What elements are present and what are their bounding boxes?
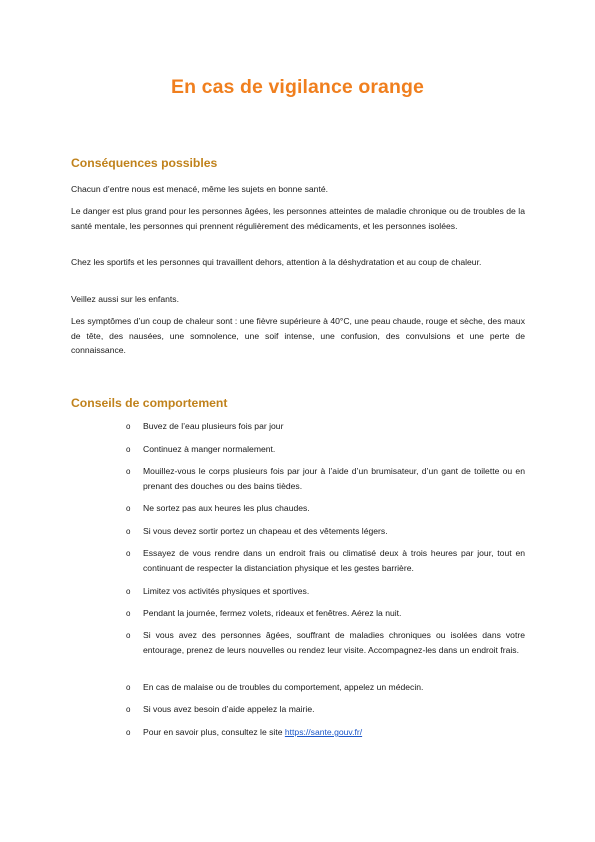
- bullet-icon: o: [126, 705, 131, 714]
- bullet-icon: o: [126, 631, 131, 640]
- list-item: [126, 725, 525, 740]
- bullet-icon: o: [126, 728, 131, 737]
- paragraph: Chacun d’entre nous est menacé, même les sujets en bonne santé.: [71, 184, 329, 194]
- bullet-icon: o: [126, 445, 131, 454]
- sante-gouv-link[interactable]: https://sante.gouv.fr/: [284, 727, 363, 737]
- list-item-text: Pendant la journée, fermez volets, rideaux et fenêtres. Aérez la nuit.: [143, 608, 402, 618]
- list-item-text: Ne sortez pas aux heures les plus chaudes.: [143, 503, 310, 513]
- list-item-text: Limitez vos activités physiques et sportives.: [143, 586, 310, 596]
- list-item-text: Si vous devez sortir portez un chapeau et des vêtements légers.: [143, 526, 388, 536]
- paragraph: Veillez aussi sur les enfants.: [71, 294, 179, 304]
- bullet-icon: o: [126, 683, 131, 692]
- list-item: [126, 501, 525, 516]
- bullet-icon: o: [126, 467, 131, 476]
- bullet-icon: o: [126, 504, 131, 513]
- section-heading-conseils: Conseils de comportement: [71, 396, 228, 410]
- list-item-label: Pour en savoir plus, consultez le site: [143, 727, 285, 737]
- list-item-text: Si vous avez besoin d’aide appelez la mairie.: [143, 704, 315, 714]
- list-item-text: Essayez de vous rendre dans un endroit frais ou climatisé deux à trois heures par jour, tout en continuant de respecter la distanciation physique et les gestes barrière.: [143, 548, 525, 574]
- bullet-icon: o: [126, 587, 131, 596]
- bullet-icon: o: [126, 609, 131, 618]
- list-item-text: [143, 725, 525, 740]
- list-item: [126, 419, 525, 434]
- list-item-text: Continuez à manger normalement.: [143, 444, 276, 454]
- paragraph: Chez les sportifs et les personnes qui travaillent dehors, attention à la déshydratation et au coup de chaleur.: [71, 257, 482, 267]
- paragraph: Les symptômes d’un coup de chaleur sont : une fièvre supérieure à 40°C, une peau chaude, rouge et sèche, des maux de tête, des nausées, une somnolence, une soif intense, une confusion, des convulsions et une perte de connaissance.: [71, 316, 525, 356]
- list-item: [126, 606, 525, 621]
- bullet-icon: o: [126, 422, 131, 431]
- list-item: [126, 524, 525, 539]
- list-item: [126, 464, 525, 495]
- page-title: En cas de vigilance orange: [171, 76, 424, 98]
- section-heading-consequences: Conséquences possibles: [71, 156, 218, 170]
- list-item-text: Buvez de l’eau plusieurs fois par jour: [143, 421, 284, 431]
- list-item: [126, 584, 525, 599]
- list-item-text: Mouillez-vous le corps plusieurs fois par jour à l’aide d’un brumisateur, d’un gant de toilette ou en prenant des douches ou des bains tièdes.: [143, 466, 525, 492]
- list-item: [126, 546, 525, 577]
- list-item: [126, 628, 525, 659]
- list-item: [126, 702, 525, 717]
- list-item: [126, 442, 525, 457]
- list-item: [126, 680, 525, 695]
- list-item-text: Si vous avez des personnes âgées, souffrant de maladies chroniques ou isolées dans votre entourage, prenez de leurs nouvelles ou rendez leur visite. Accompagnez-les dans un endroit frais.: [143, 630, 525, 656]
- bullet-icon: o: [126, 549, 131, 558]
- bullet-icon: o: [126, 527, 131, 536]
- paragraph: Le danger est plus grand pour les personnes âgées, les personnes atteintes de maladie chronique ou de troubles de la santé mentale, les personnes qui prennent régulièrement des médicaments, et les personnes isolées.: [71, 206, 525, 231]
- list-item-text: En cas de malaise ou de troubles du comportement, appelez un médecin.: [143, 682, 424, 692]
